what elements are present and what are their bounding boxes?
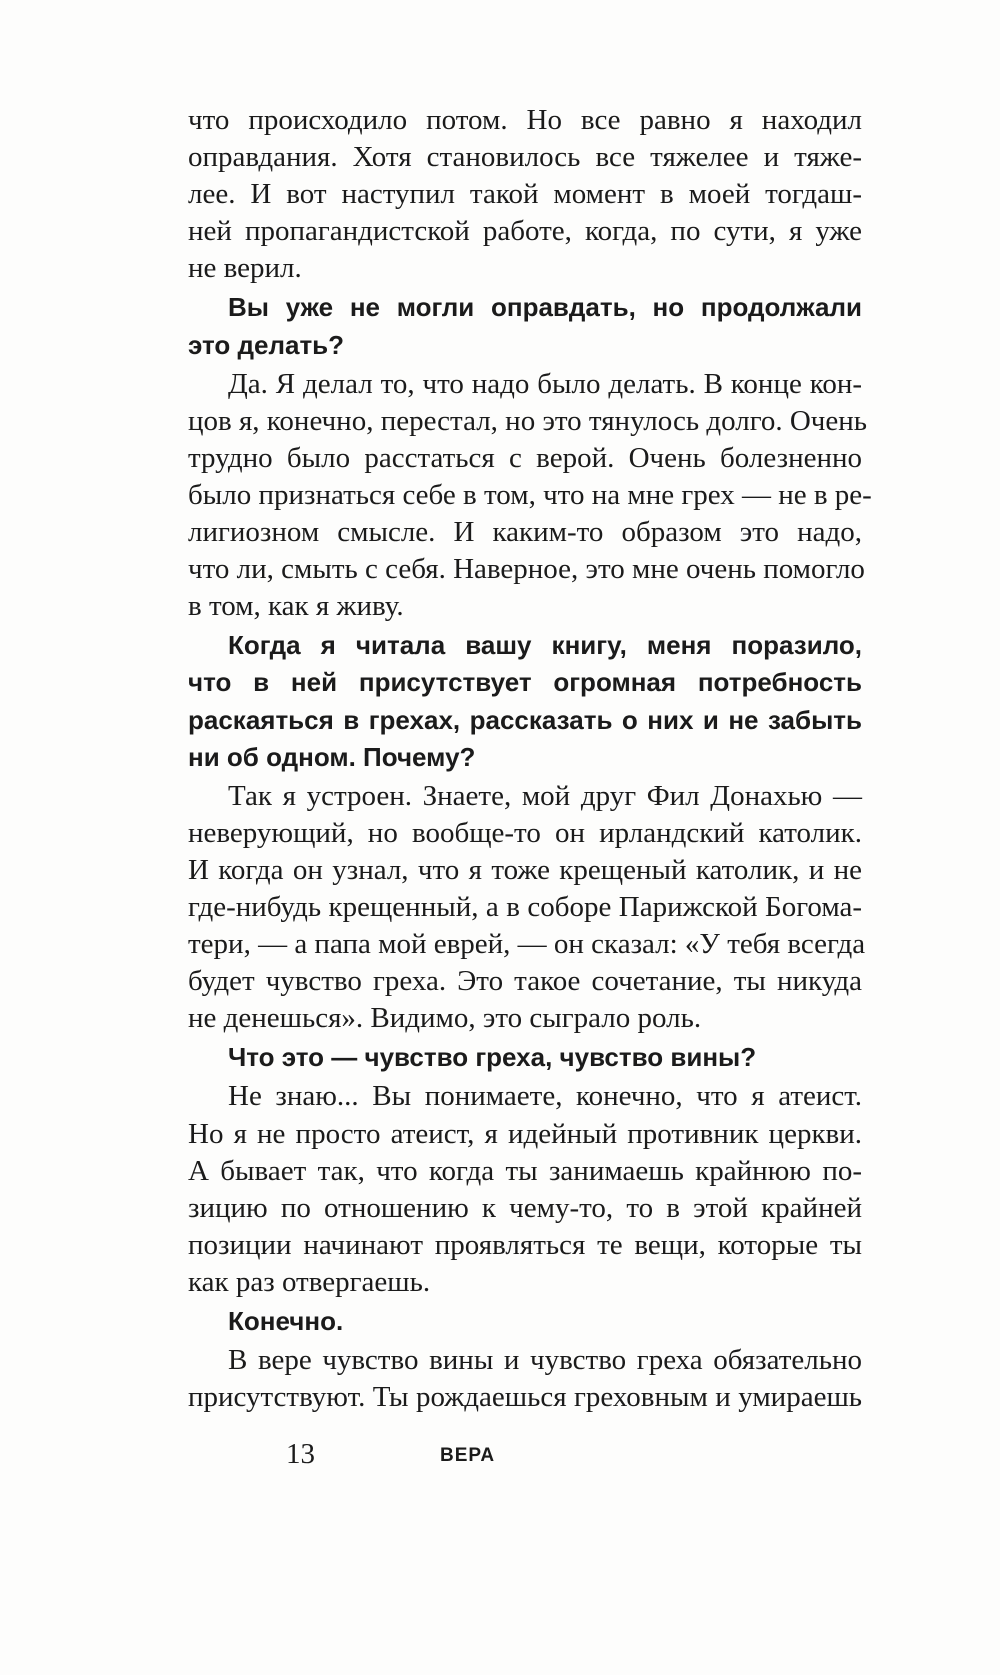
question-line: ни об одном. Почему? <box>188 741 476 772</box>
answer-line: ней пропагандистской работе, когда, по сути, я уже <box>188 215 862 248</box>
answer-line: где-нибудь крещенный, а в соборе Парижской Богома- <box>188 890 862 923</box>
answer-line: тери, — а папа мой еврей, — он сказал: «У тебя всегда <box>188 928 866 961</box>
answer-paragraph <box>188 366 872 626</box>
answer-line: Так я устроен. Знаете, мой друг Фил Донахью — <box>228 779 862 812</box>
question-paragraph <box>188 1303 862 1340</box>
question-line: Когда я читала вашу книгу, меня поразило, <box>228 630 862 661</box>
question-paragraph <box>188 627 862 775</box>
question-paragraph <box>188 289 862 363</box>
answer-line: цов я, конечно, перестал, но это тянулось долго. Очень <box>188 404 868 437</box>
answer-line: И когда он узнал, что я тоже крещеный католик, и не <box>188 853 862 886</box>
answer-paragraph <box>188 1078 862 1301</box>
answer-line: было признаться себе в том, что на мне грех — не в ре- <box>188 478 872 511</box>
answer-line: лее. И вот наступил такой момент в моей тогдаш- <box>188 178 862 211</box>
answer-line: оправдания. Хотя становилось все тяжелее и тяже- <box>188 141 862 174</box>
answer-line: не верил. <box>188 252 302 285</box>
answer-line: Не знаю... Вы понимаете, конечно, что я атеист. <box>228 1080 862 1113</box>
answer-paragraph <box>188 102 862 287</box>
question-line: Вы уже не могли оправдать, но продолжали <box>228 292 862 323</box>
answer-line: что ли, смыть с себя. Наверное, это мне очень помогло <box>188 553 865 586</box>
answer-line: будет чувство греха. Это такое сочетание, ты никуда <box>188 965 862 998</box>
answer-line: присутствуют. Ты рождаешься греховным и умираешь <box>188 1381 862 1414</box>
answer-line: А бывает так, что когда ты занимаешь крайнюю по- <box>188 1154 862 1187</box>
answer-line: что происходило потом. Но все равно я находил <box>188 104 862 136</box>
answer-line: неверующий, но вообще-то он ирландский католик. <box>188 816 862 849</box>
answer-line: трудно было расстаться с верой. Очень болезненно <box>188 441 862 474</box>
answer-line: Да. Я делал то, что надо было делать. В конце кон- <box>228 367 862 400</box>
answer-line: В вере чувство вины и чувство греха обязательно <box>228 1344 862 1377</box>
question-line: Что это — чувство греха, чувство вины? <box>228 1042 757 1073</box>
answer-paragraph <box>188 778 866 1038</box>
answer-line: как раз отвергаешь. <box>188 1265 431 1298</box>
answer-line: в том, как я живу. <box>188 590 404 623</box>
answer-line: Но я не просто атеист, я идейный противник церкви. <box>188 1117 862 1150</box>
page-footer <box>0 1437 1000 1477</box>
page-number: 13 <box>286 1438 315 1470</box>
answer-line: зицию по отношению к чему-то, то в этой крайней <box>188 1191 862 1224</box>
question-line: что в ней присутствует огромная потребность <box>188 667 862 698</box>
question-line: Конечно. <box>228 1306 344 1336</box>
question-paragraph <box>188 1039 862 1076</box>
running-head: ВЕРА <box>440 1445 496 1466</box>
answer-paragraph <box>188 1342 862 1416</box>
question-line: это делать? <box>188 329 345 360</box>
answer-line: позиции начинают проявляться те вещи, которые ты <box>188 1228 862 1261</box>
answer-line: лигиозном смысле. И каким-то образом это надо, <box>188 516 862 549</box>
interview-text <box>188 102 872 1416</box>
question-line: раскаяться в грехах, рассказать о них и не забыть <box>188 704 862 735</box>
answer-line: не денешься». Видимо, это сыграло роль. <box>188 1002 702 1035</box>
